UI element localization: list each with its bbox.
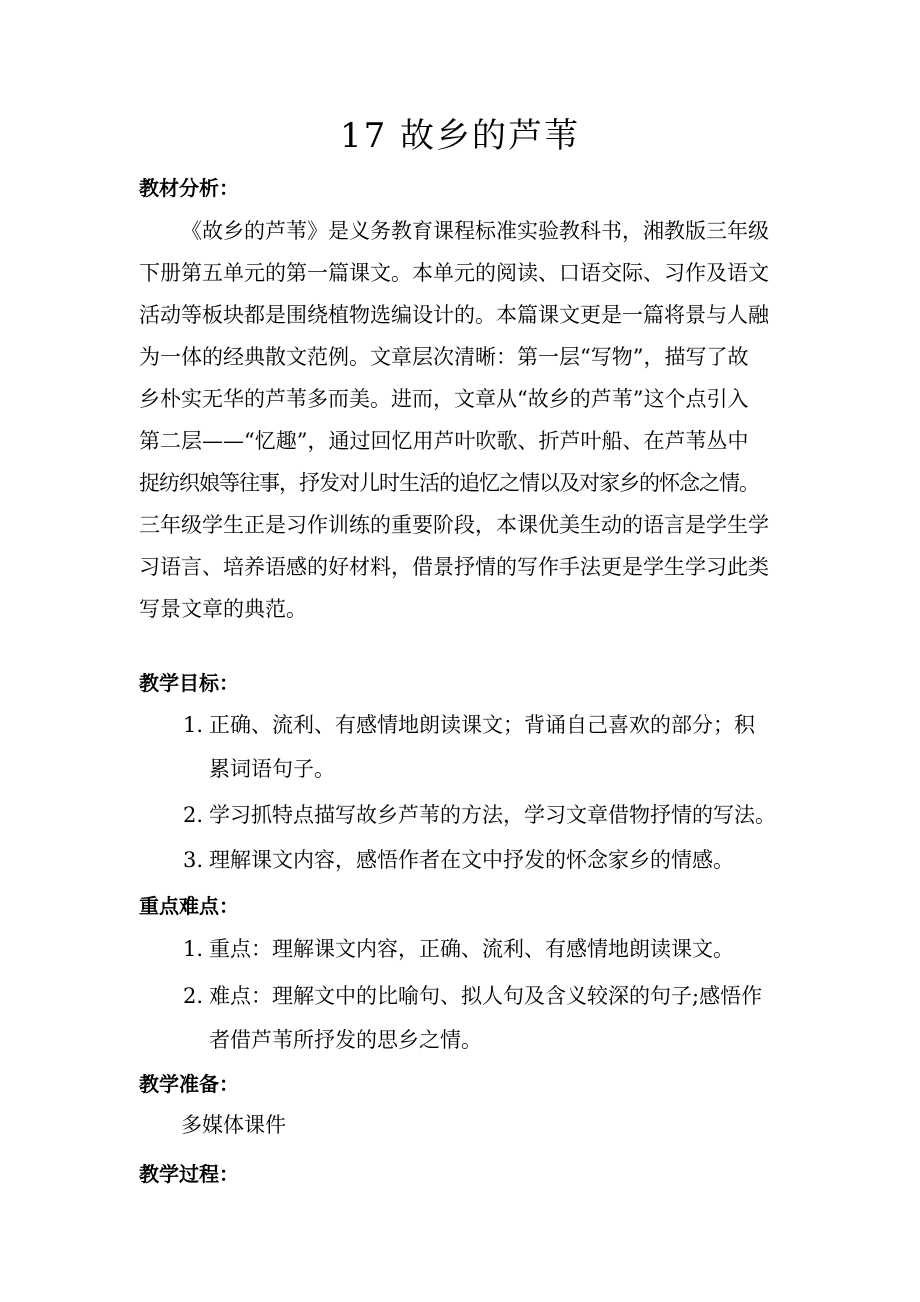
paragraph-line: 写景文章的典范。 — [139, 597, 307, 621]
list-item-text: 重点：理解课文内容，正确、流利、有感情地朗读课文。 — [209, 937, 734, 961]
list-item-continuation: 者借芦苇所抒发的思乡之情。 — [209, 1028, 482, 1052]
list-item-number: 1. — [183, 713, 204, 737]
list-item-number: 2. — [183, 803, 204, 827]
preparation-text: 多媒体课件 — [181, 1113, 286, 1137]
list-item — [183, 800, 776, 830]
list-item-text: 学习抓特点描写故乡芦苇的方法，学习文章借物抒情的写法。 — [209, 803, 776, 827]
paragraph-line: 下册第五单元的第一篇课文。本单元的阅读、口语交际、习作及语文 — [139, 261, 769, 285]
list-item-continuation: 累词语句子。 — [209, 757, 335, 781]
list-item-number: 2. — [183, 984, 204, 1008]
section-heading-analysis: 教材分析： — [139, 176, 239, 200]
paragraph-line: 第二层——“忆趣”，通过回忆用芦叶吹歌、折芦叶船、在芦苇丛中 — [139, 429, 749, 453]
section-heading-key-points: 重点难点： — [139, 894, 239, 918]
document-title: 17 故乡的芦苇 — [339, 116, 581, 156]
list-item-text: 正确、流利、有感情地朗读课文；背诵自己喜欢的部分；积 — [209, 713, 755, 737]
paragraph-line: 为一体的经典散文范例。文章层次清晰：第一层“写物”，描写了故 — [139, 345, 749, 369]
section-heading-goals: 教学目标： — [139, 671, 239, 695]
paragraph-line: 习语言、培养语感的好材料，借景抒情的写作手法更是学生学习此类 — [139, 555, 769, 579]
list-item — [183, 934, 734, 964]
section-heading-process: 教学过程： — [139, 1162, 239, 1186]
section-heading-preparation: 教学准备： — [139, 1072, 239, 1096]
list-item-text: 难点：理解文中的比喻句、拟人句及含义较深的句子;感悟作 — [209, 984, 763, 1008]
paragraph-line: 捉纺织娘等往事，抒发对儿时生活的追忆之情以及对家乡的怀念之情。 — [139, 471, 759, 495]
list-item-text: 理解课文内容，感悟作者在文中抒发的怀念家乡的情感。 — [209, 848, 734, 872]
paragraph-line: 活动等板块都是围绕植物选编设计的。本篇课文更是一篇将景与人融 — [139, 303, 769, 327]
paragraph-line: 三年级学生正是习作训练的重要阶段，本课优美生动的语言是学生学 — [139, 513, 769, 537]
paragraph-line: 《故乡的芦苇》是义务教育课程标准实验教科书，湘教版三年级 — [181, 219, 769, 243]
paragraph-line: 乡朴实无华的芦苇多而美。进而，文章从“故乡的芦苇”这个点引入 — [139, 387, 749, 411]
list-item — [183, 710, 755, 740]
list-item — [183, 981, 762, 1011]
list-item-number: 1. — [183, 937, 204, 961]
list-item-number: 3. — [183, 848, 204, 872]
list-item — [183, 845, 734, 875]
